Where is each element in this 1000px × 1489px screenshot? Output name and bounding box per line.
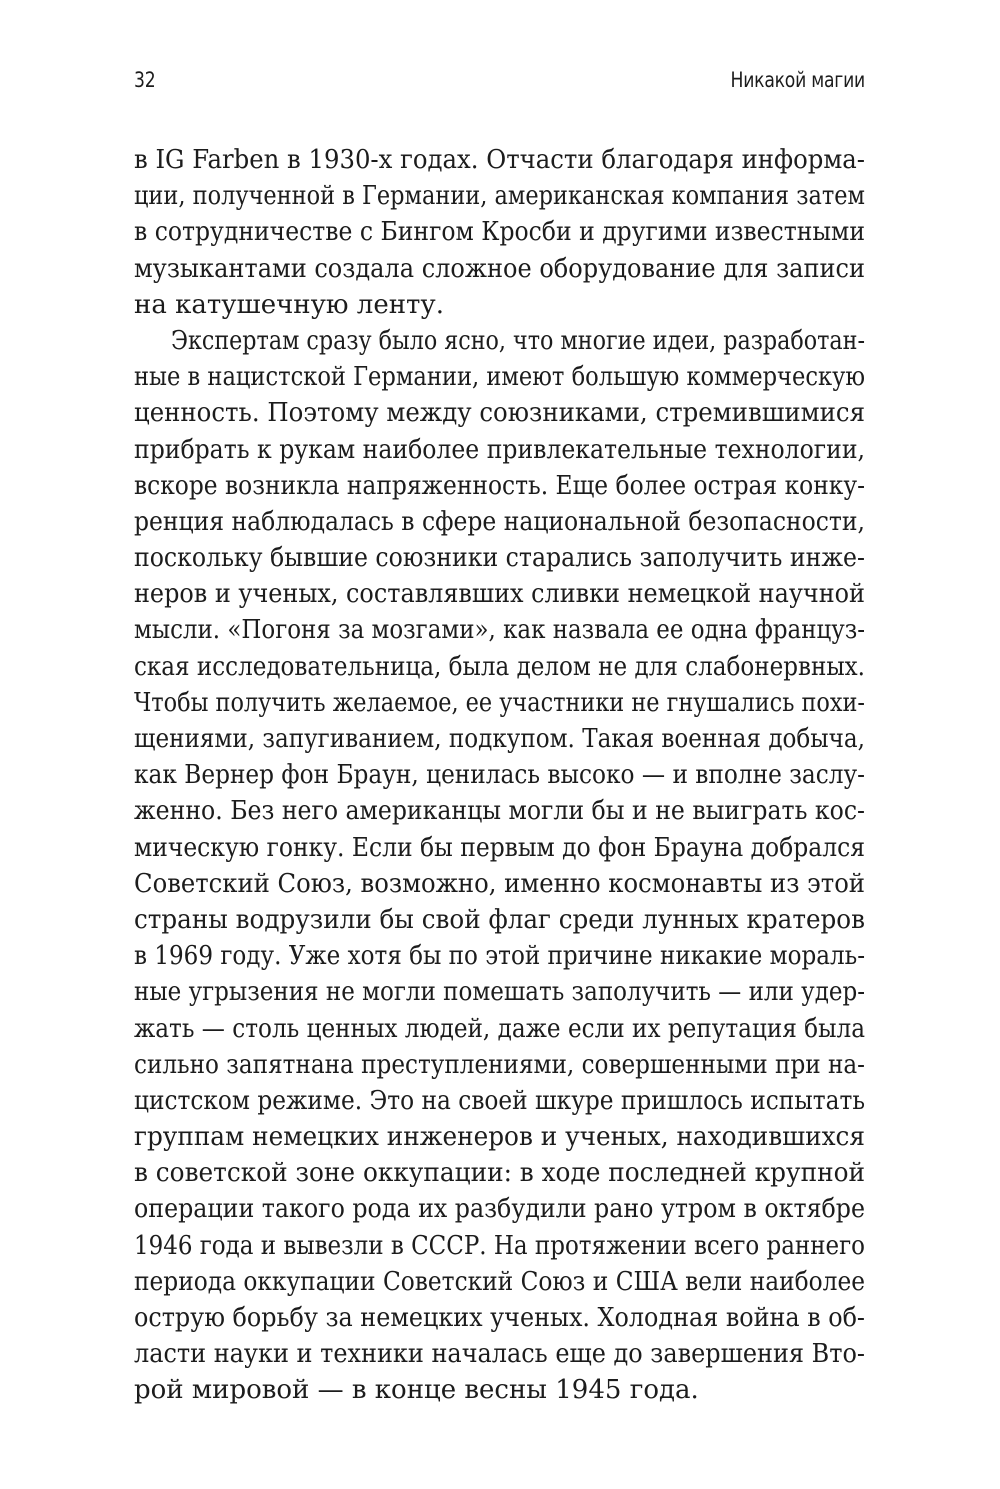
- text-line: ные угрызения не могли помешать заполучить — или удер-: [134, 977, 865, 1008]
- body-text: [134, 142, 865, 1409]
- text-line: как Вернер фон Браун, ценилась высоко — и вполне заслу-: [134, 760, 865, 791]
- text-line: в 1969 году. Уже хотя бы по этой причине никакие мораль-: [134, 941, 865, 972]
- text-line: ласти науки и техники началась еще до завершения Вто-: [134, 1339, 865, 1370]
- text-line: поскольку бывшие союзники старались заполучить инже-: [134, 543, 865, 574]
- text-line: Экспертам сразу было ясно, что многие идеи, разработан-: [170, 325, 865, 356]
- text-line: ции, полученной в Германии, американская компания затем: [134, 181, 865, 212]
- text-line: мысли. «Погоня за мозгами», как назвала ее одна француз-: [134, 615, 865, 646]
- text-line: на катушечную ленту.: [134, 289, 444, 320]
- text-line: операции такого рода их разбудили рано утром в октябре: [134, 1194, 865, 1225]
- text-line: вскоре возникла напряженность. Еще более острая конку-: [134, 470, 865, 501]
- text-line: рой мировой — в конце весны 1945 года.: [134, 1375, 699, 1406]
- text-line: 1946 года и вывезли в СССР. На протяжении всего раннего: [134, 1230, 865, 1261]
- text-line: прибрать к рукам наиболее привлекательные технологии,: [134, 434, 865, 465]
- running-title: Никакой магии: [730, 68, 865, 92]
- text-line: страны водрузили бы свой флаг среди лунных кратеров: [134, 904, 865, 935]
- text-line: щениями, запугиванием, подкупом. Такая военная добыча,: [134, 724, 865, 754]
- text-line: неров и ученых, составлявших сливки немецкой научной: [134, 579, 865, 610]
- page-number: 32: [134, 68, 156, 92]
- paragraph-2: [134, 323, 865, 1409]
- text-line: мическую гонку. Если бы первым до фон Брауна добрался: [134, 832, 865, 863]
- text-line: женно. Без него американцы могли бы и не выиграть кос-: [134, 796, 865, 827]
- text-line: ные в нацистской Германии, имеют большую коммерческую: [134, 362, 865, 393]
- text-line: периода оккупации Советский Союз и США вели наиболее: [134, 1266, 865, 1297]
- page-header: [134, 68, 865, 104]
- paragraph-1: [134, 142, 865, 323]
- text-line: острую борьбу за немецких ученых. Холодная война в об-: [134, 1303, 865, 1333]
- text-line: в IG Farben в 1930-х годах. Отчасти благодаря информа-: [134, 145, 865, 175]
- text-line: ценность. Поэтому между союзниками, стремившимися: [134, 398, 865, 429]
- text-line: музыкантами создала сложное оборудование для записи: [134, 253, 865, 284]
- text-line: в сотрудничестве с Бингом Кросби и другими известными: [134, 217, 865, 248]
- text-line: ренция наблюдалась в сфере национальной безопасности,: [134, 506, 865, 537]
- text-line: сильно запятнана преступлениями, совершенными при на-: [134, 1049, 865, 1080]
- text-line: жать — столь ценных людей, даже если их репутация была: [134, 1013, 865, 1044]
- text-line: в советской зоне оккупации: в ходе последней крупной: [134, 1158, 865, 1189]
- text-line: ская исследовательница, была делом не для слабонервных.: [134, 651, 865, 682]
- text-line: группам немецких инженеров и ученых, находившихся: [134, 1122, 865, 1153]
- text-line: цистском режиме. Это на своей шкуре пришлось испытать: [134, 1085, 865, 1116]
- text-line: Советский Союз, возможно, именно космонавты из этой: [134, 868, 865, 899]
- text-line: Чтобы получить желаемое, ее участники не гнушались похи-: [134, 687, 865, 718]
